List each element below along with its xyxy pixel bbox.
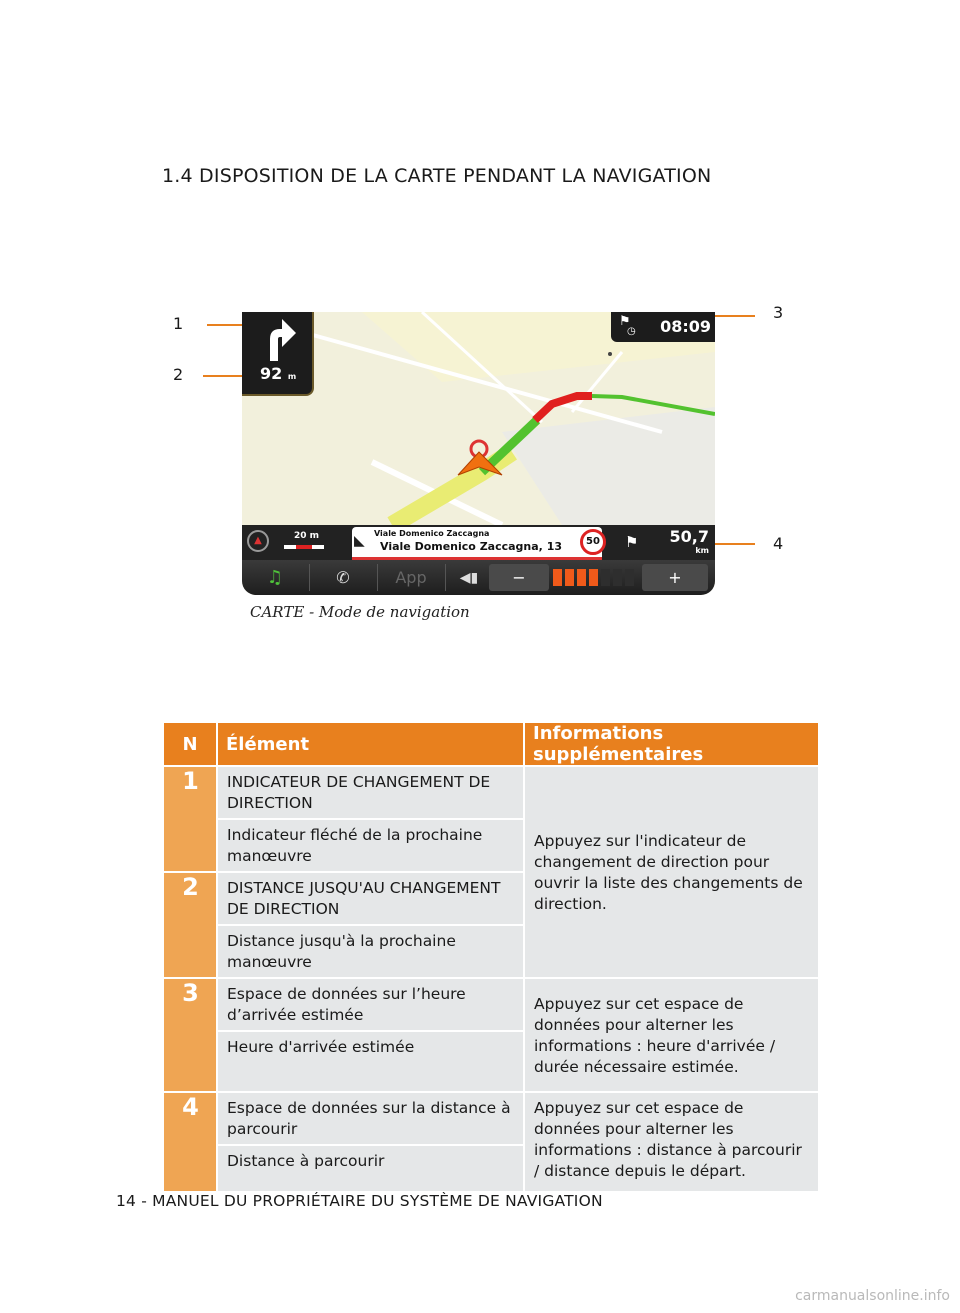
row-number: 3 [163,978,217,1092]
compass-icon[interactable]: ▲ [247,530,269,552]
column-header-element: Élément [217,722,524,766]
volume-segment [601,569,610,586]
callout-number-2: 2 [173,365,184,384]
turn-distance-value: 92 [260,364,283,383]
map-scale-bar [284,545,324,549]
page-footer: 14 - MANUEL DU PROPRIÉTAIRE DU SYSTÈME DE NAVIGATION [116,1192,603,1210]
current-street-name: Viale Domenico Zaccagna, 13 [380,540,562,553]
divider [445,564,446,591]
speaker-icon: ◀▮ [459,569,479,586]
clock-icon: ◷ [627,326,636,337]
volume-up-button[interactable]: + [642,564,708,591]
element-detail: Distance à parcourir [217,1145,524,1192]
finish-flag-icon: ⚑ [619,314,631,329]
remaining-distance[interactable]: 50,7 [669,527,709,546]
section-title: 1.4 DISPOSITION DE LA CARTE PENDANT LA NAVIGATION [162,165,712,187]
callout-number-1: 1 [173,314,184,333]
column-header-info: Informations supplémentaires [524,722,819,766]
phone-icon: ✆ [336,568,350,587]
info-table [162,721,820,1193]
street-name-banner [352,527,602,560]
remaining-distance-unit: km [695,546,709,555]
element-detail: Distance jusqu'à la prochaine manœuvre [217,925,524,978]
element-title: Espace de données sur la distance à parcourir [217,1092,524,1145]
callout-number-3: 3 [773,303,784,322]
info-bar [242,525,715,560]
volume-down-button[interactable]: − [489,564,549,591]
additional-info: Appuyez sur cet espace de données pour alterner les informations : heure d'arrivée / durée nécessaire estimée. [524,978,819,1092]
speaker-button[interactable] [454,560,484,595]
table-row [163,766,819,819]
app-button[interactable] [378,560,444,595]
eta-data-area[interactable] [611,312,715,342]
table-header-row [163,722,819,766]
watermark: carmanualsonline.info [795,1288,950,1304]
element-title: INDICATEUR DE CHANGEMENT DE DIRECTION [217,766,524,819]
volume-segment [589,569,598,586]
map-scale-label: 20 m [294,531,320,541]
column-header-number: N [163,722,217,766]
eta-time: 08:09 [660,317,711,336]
speed-limit-sign: 50 [580,529,606,555]
phone-button[interactable] [310,560,376,595]
music-button[interactable] [242,560,308,595]
navigation-map-screen[interactable] [242,312,715,595]
street-direction-icon: ◣ [354,533,365,549]
figure-caption: CARTE - Mode de navigation [250,603,470,621]
additional-info: Appuyez sur l'indicateur de changement de direction pour ouvrir la liste des changements de direction. [524,766,819,978]
next-street-name: Viale Domenico Zaccagna [374,529,490,538]
row-number: 2 [163,872,217,978]
finish-flag-icon: ⚑ [625,533,639,551]
volume-segment [613,569,622,586]
volume-segment [625,569,634,586]
app-label: App [395,568,427,587]
control-bar [242,560,715,595]
map-poi [608,352,612,356]
element-detail: Indicateur fléché de la prochaine manœuvre [217,819,524,872]
turn-right-arrow-icon [258,315,298,363]
element-title: DISTANCE JUSQU'AU CHANGEMENT DE DIRECTION [217,872,524,925]
volume-segment [565,569,574,586]
turn-distance[interactable] [260,364,296,383]
table-row [163,978,819,1031]
callout-number-4: 4 [773,534,784,553]
volume-segment [553,569,562,586]
row-number: 1 [163,766,217,872]
volume-segment [577,569,586,586]
table-row [163,1092,819,1145]
turn-distance-unit: m [287,372,297,381]
additional-info: Appuyez sur cet espace de données pour alterner les informations : distance à parcourir / distance depuis le départ. [524,1092,819,1192]
row-number: 4 [163,1092,217,1192]
turn-indicator[interactable] [242,312,314,396]
element-title: Espace de données sur l’heure d’arrivée estimée [217,978,524,1031]
element-detail: Heure d'arrivée estimée [217,1031,524,1092]
music-note-icon: ♫ [266,567,284,588]
